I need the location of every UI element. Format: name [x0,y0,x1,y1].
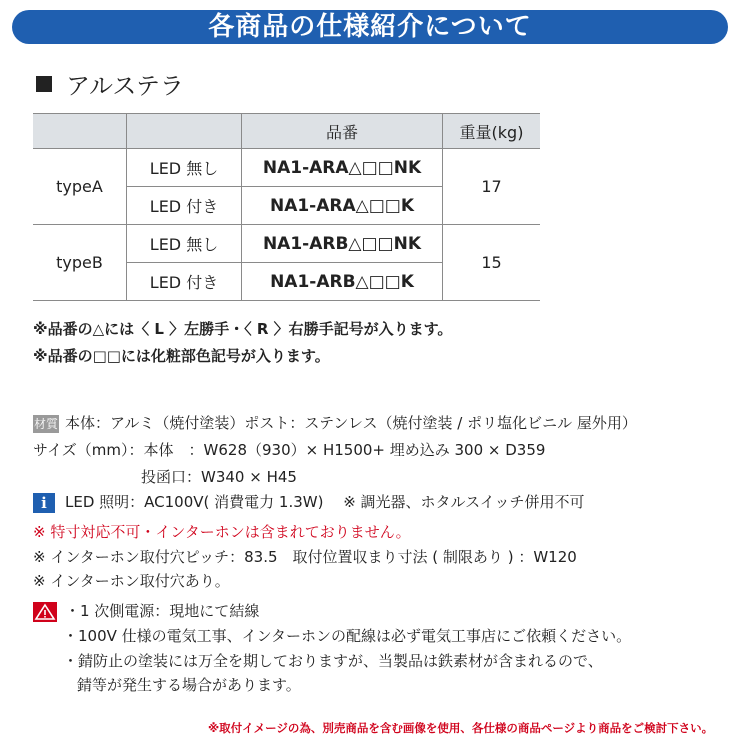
header-led [127,114,242,149]
material-line [33,412,637,433]
type-cell: typeA [33,149,127,225]
warning-text-2: ・100V 仕様の電気工事、インターホンの配線は必ず電気工事店にご依頼ください。 [63,627,632,645]
size-label: サイズ（mm）： [33,441,144,459]
note-color-code: ※品番の□□には化粧部色記号が入ります。 [33,347,330,365]
warning-text-1: ・1 次側電源：現地にて結線 [65,602,260,620]
led-cell: LED 付き [127,263,242,301]
led-cell: LED 無し [127,149,242,187]
material-text: 本体：アルミ（焼付塗装）ポスト：ステンレス（焼付塗装 / ポリ塩化ビニル 屋外用） [65,414,637,432]
weight-cell: 15 [443,225,541,301]
header-weight: 重量(kg) [443,114,541,149]
header-part-number: 品番 [242,114,443,149]
table-row [33,225,540,263]
led-line [33,491,585,513]
part-number-cell: NA1-ARB△□□K [242,263,443,301]
page-banner: 各商品の仕様紹介について [12,10,728,44]
footer-note: ※取付イメージの為、別売商品を含む画像を使用、各仕様の商品ページより商品をご検討下さい。 [208,721,714,735]
led-cell: LED 無し [127,225,242,263]
section-title [36,66,184,101]
section-title-text: アルステラ [66,72,184,100]
part-number-cell: NA1-ARB△□□NK [242,225,443,263]
part-number-cell: NA1-ARA△□□NK [242,149,443,187]
hole-note: ※ インターホン取付穴あり。 [33,572,230,590]
warning-text-4: 錆等が発生する場合があります。 [77,676,301,694]
material-badge: 材質 [33,416,58,431]
warning-line [33,600,259,622]
spec-table [33,113,540,301]
warning-icon [33,602,57,622]
header-type [33,114,127,149]
note-left-right: ※品番の△には〈 L 〉左勝手・〈 R 〉右勝手記号が入ります。 [33,320,453,338]
size-line [33,439,545,460]
table-row [33,149,540,187]
table-header-row [33,114,540,149]
pitch-note: ※ インターホン取付穴ピッチ：83.5 取付位置収まり寸法 ( 制限あり ) ：W120 [33,548,577,566]
led-cell: LED 付き [127,187,242,225]
size-slot: 投函口：W340 × H45 [141,468,297,486]
warning-text-3: ・錆防止の塗装には万全を期しておりますが、当製品は鉄素材が含まれるので、 [63,652,603,670]
type-cell: typeB [33,225,127,301]
red-note: ※ 特寸対応不可・インターホンは含まれておりません。 [33,523,411,541]
size-body: 本体 ：W628（930）× H1500+ 埋め込み 300 × D359 [143,441,546,459]
square-bullet-icon [36,76,52,92]
weight-cell: 17 [443,149,541,225]
part-number-cell: NA1-ARA△□□K [242,187,443,225]
led-text: LED 照明：AC100V( 消費電力 1.3W) ※ 調光器、ホタルスイッチ併用不可 [65,493,585,511]
info-icon: i [33,493,55,513]
